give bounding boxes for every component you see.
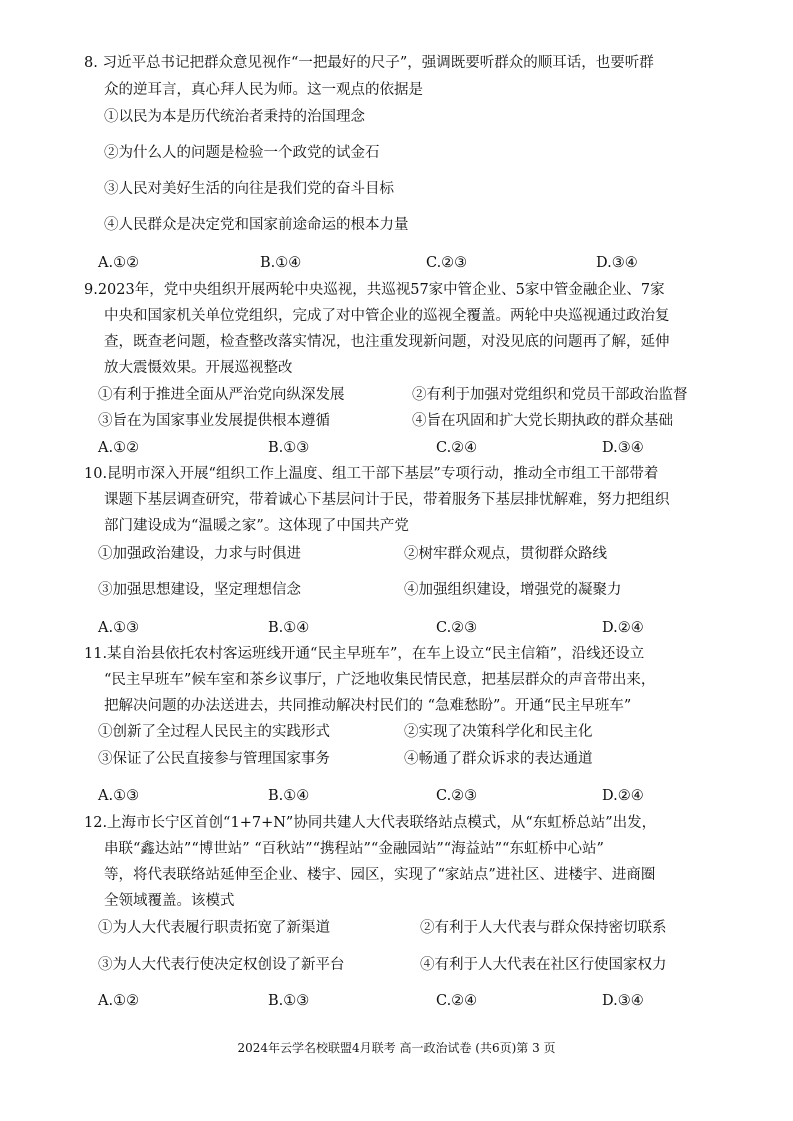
statement-2: ②实现了决策科学化和民主化 — [404, 724, 593, 740]
question-stem-line: 部门建设成为“温暖之家”。这体现了中国共产党 — [104, 518, 409, 534]
choice-b[interactable]: B.①④ — [268, 620, 310, 636]
choice-b[interactable]: B.①④ — [268, 788, 310, 804]
choice-c[interactable]: C.②③ — [426, 255, 468, 271]
choice-a[interactable]: A.①③ — [98, 788, 140, 804]
choice-a[interactable]: A.①② — [98, 255, 140, 271]
choice-d[interactable]: D.③④ — [596, 255, 638, 271]
choice-c[interactable]: C.②④ — [436, 440, 478, 456]
statement-1: ①创新了全过程人民民主的实践形式 — [98, 724, 330, 740]
choice-c[interactable]: C.②③ — [436, 788, 478, 804]
statement-4: ④有利于人大代表在社区行使国家权力 — [420, 957, 667, 973]
statement-1: ①为人大代表履行职责拓宽了新渠道 — [98, 920, 330, 936]
statement-3: ③旨在为国家事业发展提供根本遵循 — [98, 413, 330, 429]
choice-b[interactable]: B.①④ — [260, 255, 302, 271]
choice-d[interactable]: D.②④ — [602, 788, 644, 804]
question-stem-line: 8. 习近平总书记把群众意见视作“一把最好的尺子”，强调既要听群众的顺耳话，也要听群 — [84, 55, 654, 71]
statement-4: ④畅通了群众诉求的表达通道 — [404, 751, 593, 767]
choice-a[interactable]: A.①③ — [98, 620, 140, 636]
choice-a[interactable]: A.①② — [98, 993, 140, 1009]
statement-3: ③加强思想建设，坚定理想信念 — [98, 582, 301, 598]
statement-4: ④旨在巩固和扩大党长期执政的群众基础 — [412, 413, 673, 429]
choice-c[interactable]: C.②③ — [436, 620, 478, 636]
choice-c[interactable]: C.②④ — [436, 993, 478, 1009]
question-stem-line: 9.2023年，党中央组织开展两轮中央巡视，共巡视57家中管企业、5家中管金融企业、7家 — [84, 282, 665, 298]
choice-d[interactable]: D.③④ — [602, 440, 644, 456]
question-stem-line: “民主早班车”候车室和茶乡议事厅，广泛地收集民情民意，把基层群众的声音带出来， — [104, 672, 656, 688]
choice-d[interactable]: D.③④ — [602, 993, 644, 1009]
question-stem-line: 等，将代表联络站延伸至企业、楼宇、园区，实现了“家站点”进社区、进楼宇、进商圈 — [104, 867, 656, 883]
question-stem-line: 把解决问题的办法送进去，共同推动解决村民们的 “急难愁盼”。开通“民主早班车” — [104, 698, 632, 714]
question-stem-line: 串联“鑫达站”“博世站” “百秋站”“携程站”“金融园站”“海益站”“东虹桥中心站” — [104, 841, 604, 857]
statement-1: ①以民为本是历代统治者秉持的治国理念 — [104, 109, 365, 125]
statement-3: ③人民对美好生活的向往是我们党的奋斗目标 — [104, 181, 394, 197]
question-stem-line: 众的逆耳言，真心拜人民为师。这一观点的依据是 — [104, 82, 423, 98]
question-stem-line: 放大震慑效果。开展巡视整改 — [104, 360, 293, 376]
statement-3: ③为人大代表行使决定权创设了新平台 — [98, 957, 345, 973]
statement-1: ①有利于推进全面从严治党向纵深发展 — [98, 387, 345, 403]
statement-3: ③保证了公民直接参与管理国家事务 — [98, 751, 330, 767]
statement-2: ②有利于加强对党组织和党员干部政治监督 — [412, 387, 688, 403]
choice-a[interactable]: A.①② — [98, 440, 140, 456]
question-stem-line: 10.昆明市深入开展“组织工作上温度、组工干部下基层”专项行动，推动全市组工干部带着 — [84, 466, 659, 482]
choice-d[interactable]: D.②④ — [602, 620, 644, 636]
statement-2: ②有利于人大代表与群众保持密切联系 — [420, 920, 667, 936]
statement-1: ①加强政治建设，力求与时俱进 — [98, 546, 301, 562]
choice-b[interactable]: B.①③ — [268, 993, 310, 1009]
statement-4: ④人民群众是决定党和国家前途命运的根本力量 — [104, 217, 409, 233]
question-stem-line: 12.上海市长宁区首创“1+7+N”协同共建人大代表联络站点模式，从“东虹桥总站”出发， — [84, 815, 657, 831]
statement-2: ②为什么人的问题是检验一个政党的试金石 — [104, 145, 380, 161]
question-stem-line: 11.某自治县依托农村客运班线开通“民主早班车”，在车上设立“民主信箱”，沿线还设立 — [84, 646, 645, 662]
choice-b[interactable]: B.①③ — [268, 440, 310, 456]
page-footer: 2024年云学名校联盟4月联考 高一政治试卷 (共6页)第 3 页 — [237, 1041, 556, 1055]
question-stem-line: 查，既查老问题，检查整改落实情况，也注重发现新问题，对没见底的问题再了解，延伸 — [104, 334, 670, 350]
question-stem-line: 课题下基层调查研究，带着诚心下基层问计于民，带着服务下基层排忧解难，努力把组织 — [104, 492, 670, 508]
question-stem-line: 中央和国家机关单位党组织，完成了对中管企业的巡视全覆盖。两轮中央巡视通过政治复 — [104, 308, 670, 324]
statement-2: ②树牢群众观点，贯彻群众路线 — [404, 546, 607, 562]
question-stem-line: 全领域覆盖。该模式 — [104, 893, 235, 909]
statement-4: ④加强组织建设，增强党的凝聚力 — [404, 582, 622, 598]
